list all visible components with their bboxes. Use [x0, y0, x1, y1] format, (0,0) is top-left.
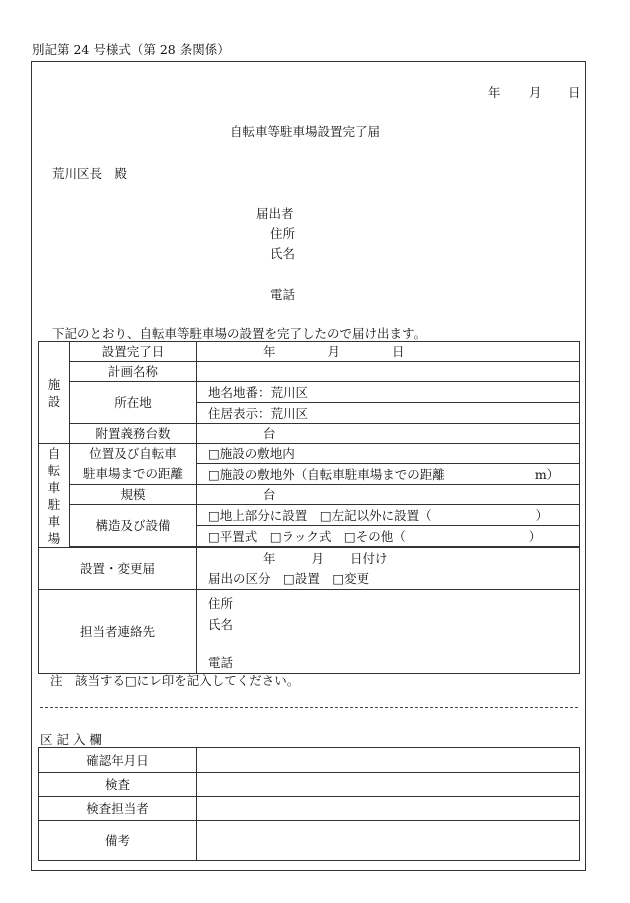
contact-field[interactable]: [197, 590, 580, 674]
parking-group-label: 自転車駐車場: [39, 444, 70, 548]
contact-label: 担当者連絡先: [39, 590, 197, 674]
completion-month: 月: [327, 344, 341, 359]
within-site-option[interactable]: □施設の敷地内: [197, 444, 580, 464]
row-scale: [39, 485, 580, 505]
position-label-1: 位置及び自転車: [70, 444, 197, 464]
meter-unit: m）: [534, 466, 560, 482]
completion-year: 年: [263, 344, 276, 359]
applicant-address-label: 住所: [270, 226, 296, 241]
required-count-field[interactable]: [197, 424, 580, 444]
ward-field-inspection[interactable]: [197, 773, 580, 797]
row-plan-name: [39, 362, 580, 382]
form-title: 自転車等駐車場設置完了届: [230, 124, 381, 139]
change-option[interactable]: □変更: [332, 571, 370, 587]
notification-month: 月: [311, 550, 325, 566]
location-label: 所在地: [70, 382, 197, 424]
scale-field[interactable]: [197, 485, 580, 505]
intro-text: 下記のとおり、自転車等駐車場の設置を完了したので届け出ます。: [52, 326, 427, 341]
ward-section-title: 区 記 入 欄: [40, 732, 102, 747]
ward-label-inspection: 検査: [39, 773, 197, 797]
row-within-site: [39, 444, 580, 464]
ward-row: [39, 773, 580, 797]
row-contact: [39, 590, 580, 674]
completion-date-label: 設置完了日: [70, 342, 197, 362]
row-completion-date: [39, 342, 580, 362]
scale-unit: 台: [263, 487, 276, 502]
rack-option[interactable]: □ラック式: [269, 528, 332, 544]
applicant-phone-label: 電話: [270, 287, 296, 302]
ward-field-inspector[interactable]: [197, 797, 580, 821]
row-outside-site: [39, 464, 580, 485]
contact-address-label: 住所: [208, 596, 234, 611]
required-count-unit: 台: [263, 426, 276, 441]
section-divider: [40, 707, 578, 708]
facility-group-label: 施設: [39, 342, 70, 444]
date-year: 年: [488, 85, 501, 100]
notification-type-field: [197, 569, 580, 590]
required-count-label: 附置義務台数: [70, 424, 197, 444]
date-month: 月: [529, 85, 542, 100]
row-notification-date: [39, 548, 580, 569]
outside-site-option[interactable]: [197, 464, 580, 485]
row-required-count: [39, 424, 580, 444]
structure-label: 構造及び設備: [70, 505, 197, 547]
notification-type-label: 届出の区分: [208, 571, 271, 587]
row-lot-number: [39, 382, 580, 403]
notification-label: 設置・変更届: [39, 548, 197, 590]
residential-address-field[interactable]: 住居表示：荒川区: [197, 403, 580, 424]
ward-label-confirm-date: 確認年月日: [39, 748, 197, 773]
lot-number-field[interactable]: 地名地番：荒川区: [197, 382, 580, 403]
close-paren-1: ）: [535, 507, 549, 523]
applicant-label: 届出者: [256, 206, 294, 221]
notification-date-field[interactable]: [197, 548, 580, 569]
scale-label: 規模: [70, 485, 197, 505]
notification-year: 年: [263, 550, 276, 566]
ward-field-remarks[interactable]: [197, 821, 580, 861]
plan-name-label: 計画名称: [70, 362, 197, 382]
contact-name-label: 氏名: [208, 617, 234, 632]
date-day: 日: [568, 85, 581, 100]
form-id: 別記第 24 号様式（第 28 条関係）: [32, 42, 230, 57]
completion-day: 日: [392, 344, 405, 359]
outside-site-text: □施設の敷地外（自転車駐車場までの距離: [208, 466, 445, 482]
ward-label-inspector: 検査担当者: [39, 797, 197, 821]
ward-label-remarks: 備考: [39, 821, 197, 861]
notification-day: 日付け: [350, 550, 388, 566]
above-ground-option[interactable]: □地上部分に設置: [208, 507, 308, 523]
addressee: 荒川区長 殿: [52, 166, 128, 181]
structure-location-field: [197, 505, 580, 526]
row-structure-location: [39, 505, 580, 526]
ward-row: [39, 797, 580, 821]
structure-type-field: [197, 526, 580, 547]
flat-option[interactable]: □平置式: [208, 528, 258, 544]
other-type-option[interactable]: □その他（: [343, 528, 406, 544]
main-form-table: [38, 341, 580, 674]
applicant-name-label: 氏名: [270, 246, 296, 261]
position-label-2: 駐車場までの距離: [70, 464, 197, 485]
ward-field-confirm-date[interactable]: [197, 748, 580, 773]
other-location-option[interactable]: □左記以外に設置（: [319, 507, 432, 523]
ward-table: [38, 747, 580, 861]
close-paren-2: ）: [528, 528, 542, 544]
plan-name-field[interactable]: [197, 362, 580, 382]
checkbox-note: 注 該当する□にレ印を記入してください。: [50, 673, 300, 688]
ward-row: [39, 748, 580, 773]
ward-row: [39, 821, 580, 861]
contact-phone-label: 電話: [208, 655, 234, 670]
install-option[interactable]: □設置: [283, 571, 320, 587]
completion-date-field[interactable]: [197, 342, 580, 362]
